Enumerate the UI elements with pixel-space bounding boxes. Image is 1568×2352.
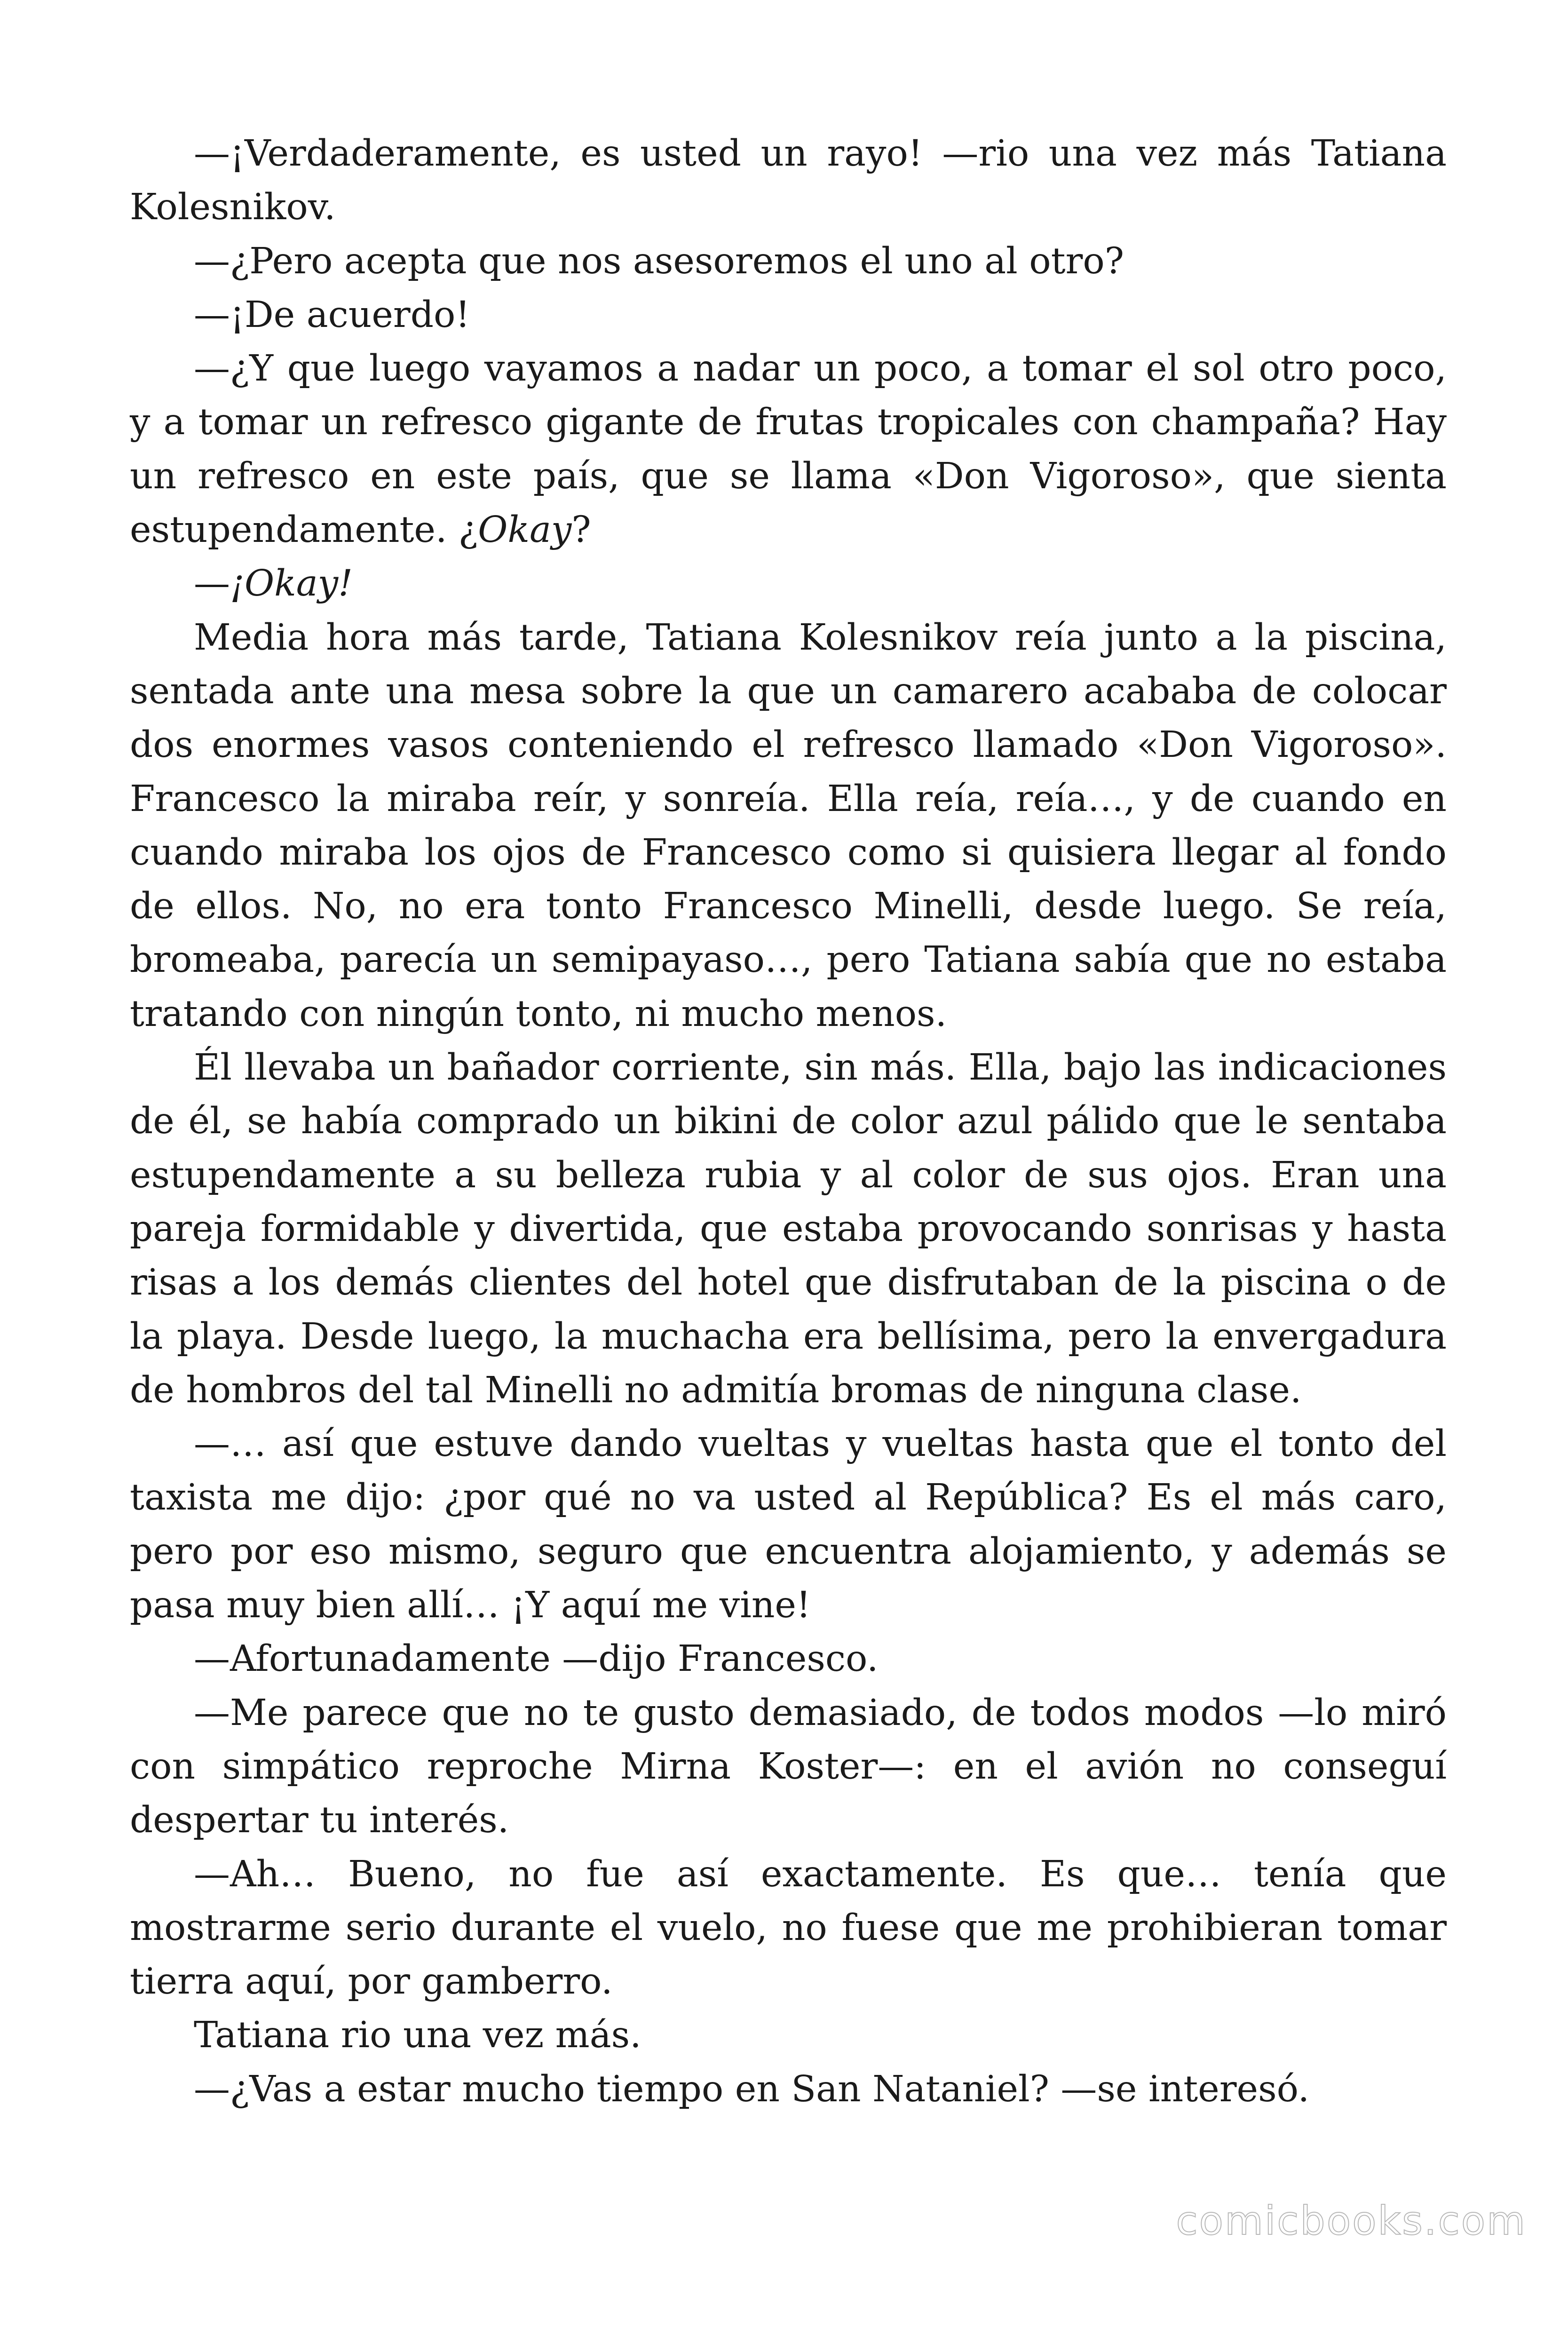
paragraph	[130, 611, 1447, 1041]
body-text	[130, 127, 1447, 2116]
text-run: ?	[571, 509, 591, 551]
paragraph	[130, 1632, 1447, 1686]
text-run: Tatiana rio una vez más.	[194, 2014, 641, 2057]
paragraph	[130, 1041, 1447, 1417]
text-run: —Afortunadamente —dijo Francesco.	[194, 1638, 879, 1680]
text-run: Media hora más tarde, Tatiana Kolesnikov reía junto a la piscina, sentada ante una mesa sobre la que un camarero acababa de colocar dos enormes vasos conteniendo el refresco llamado «Don Vigoroso». Francesco la miraba reír, y sonreía. Ella reía, reía…, y de cuando en cuando miraba los ojos de Francesco como si quisiera llegar al fondo de ellos. No, no era tonto Francesco Minelli, desde luego. Se reía, bromeaba, parecía un semipayaso…, pero Tatiana sabía que no estaba tratando con ningún tonto, ni mucho menos.	[130, 616, 1447, 1035]
text-run: Él llevaba un bañador corriente, sin más. Ella, bajo las indicaciones de él, se había comprado un bikini de color azul pálido que le sentaba estupendamente a su belleza rubia y al color de sus ojos. Eran una pareja formidable y divertida, que estaba provocando sonrisas y hasta risas a los demás clientes del hotel que disfrutaban de la piscina o de la playa. Desde luego, la muchacha era bellísima, pero la envergadura de hombros del tal Minelli no admitía bromas de ninguna clase.	[130, 1047, 1447, 1411]
text-run: —… así que estuve dando vueltas y vueltas hasta que el tonto del taxista me dijo: ¿por qué no va usted al República? Es el más caro, pero por eso mismo, seguro que encuentra alojamiento, y además se pasa muy bien allí… ¡Y aquí me vine!	[130, 1423, 1447, 1627]
paragraph	[130, 2063, 1447, 2116]
italic-text-run: Okay	[478, 509, 572, 551]
paragraph	[130, 342, 1447, 557]
text-run: —	[194, 563, 230, 605]
text-run: —¡De acuerdo!	[194, 294, 470, 336]
paragraph	[130, 288, 1447, 342]
text-run: —¿Vas a estar mucho tiempo en San Nataniel? —se interesó.	[194, 2068, 1310, 2110]
text-run: —Ah… Bueno, no fue así exactamente. Es que… tenía que mostrarme serio durante el vuelo, no fuese que me prohibieran tomar tierra aquí, por gamberro.	[130, 1853, 1447, 2003]
paragraph	[130, 1848, 1447, 2009]
text-run: —¿Pero acepta que nos asesoremos el uno al otro?	[194, 240, 1124, 282]
paragraph	[130, 127, 1447, 235]
paragraph	[130, 1417, 1447, 1632]
text-run: —¿Y que luego vayamos a nadar un poco, a tomar el sol otro poco, y a tomar un refresco gigante de frutas tropicales con champaña? Hay un refresco en este país, que se llama «Don Vigoroso», que sienta estupendamente. ¿	[130, 348, 1447, 551]
paragraph	[130, 1686, 1447, 1848]
text-run: —¡Verdaderamente, es usted un rayo! —rio una vez más Tatiana Kolesnikov.	[130, 133, 1447, 229]
text-run: —Me parece que no te gusto demasiado, de todos modos —lo miró con simpático reproche Mirna Koster—: en el avión no conseguí despertar tu interés.	[130, 1692, 1447, 1842]
watermark: comicbooks.com	[1176, 2198, 1527, 2244]
italic-text-run: ¡Okay!	[230, 563, 353, 605]
paragraph	[130, 2009, 1447, 2062]
paragraph	[130, 235, 1447, 288]
paragraph	[130, 557, 1447, 611]
